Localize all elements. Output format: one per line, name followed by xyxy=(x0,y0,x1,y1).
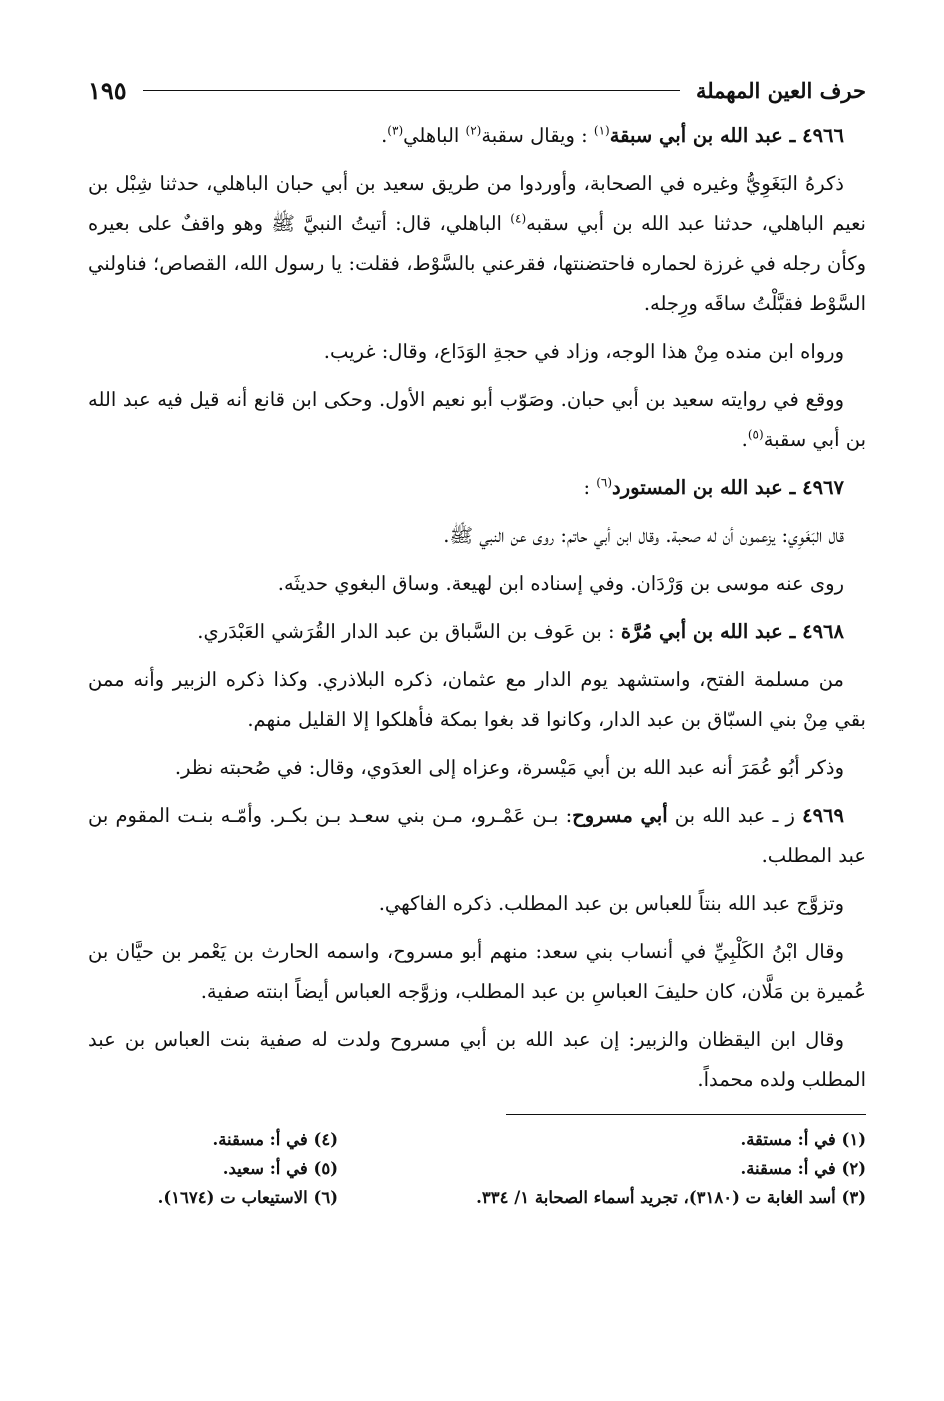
footnote-ref: (٢) xyxy=(465,123,482,138)
footnote-ref: (٦) xyxy=(596,475,613,490)
entry-4969 xyxy=(88,796,866,876)
entry-text: : ويقال سقبة xyxy=(481,124,594,147)
page-number: ١٩٥ xyxy=(88,75,127,105)
entry-name: عبد الله بن أبي سبقة xyxy=(609,124,783,147)
entry-text: : بن عَوف بن السَّباق بن عبد الدار القُرَشي العَبْدَري. xyxy=(197,620,621,643)
paragraph: قال البَغَوِي: يزعمون أن له صحبة. وقال ابن أبي حاتم: روى عن النبي ﷺ. xyxy=(443,524,844,547)
entry-number: ٤٩٦٨ xyxy=(802,620,844,643)
paragraph: من مسلمة الفتح، واستشهد يوم الدار مع عثمان، ذكره البلاذري. وكذا ذكره الزبير وأنه ممن بقي مِنْ بني السبّاق بن عبد الدار، وكانوا قد بغوا بمكة فأهلكوا إلا القليل منهم. xyxy=(88,668,866,731)
paragraph: وقال ابْنُ الكَلْبِيِّ في أنساب بني سعد: منهم أبو مسروح، واسمه الحارث بن يَعْمر بن حيَّان بن عُميرة بن مَلَّان، كان حليفَ العباسِ بن عبد المطلب، وزوَّجه العباس أيضاً ابنته صفية. xyxy=(88,940,866,1003)
entry-4968: ٤٩٦٨ ـ عبد الله بن أبي مُرَّة : بن عَوف بن السَّباق بن عبد الدار القُرَشي العَبْدَري. xyxy=(197,620,844,643)
paragraph: روى عنه موسى بن وَرْدَان. وفي إسناده ابن لهيعة. وساق البغوي حديثَه. xyxy=(277,572,844,595)
entry-number: ٤٩٦٩ xyxy=(802,804,844,827)
paragraph: وقال ابن اليقظان والزبير: إن عبد الله بن أبي مسروح ولدت له صفية بنت العباس بن عبد المطلب ولده محمداً. xyxy=(88,1028,866,1091)
entry-text: : بـن عَمْـرو، مـن بني سعـد بـن بكـر. وأمّـه بنـت المقوم بن عبد المطلب. xyxy=(88,804,866,867)
paragraph-text: الباهلي، قال: أتيتُ النبيَّ ﷺ وهو واقفٌ على بعيره وكأن رجله في غرزة لحماره فاحتضنتها، فقرعني بالسَّوْط، فقلت: يا رسول الله، القصاص؛ فناولني السَّوْط فقبَّلْتُ ساقَه ورِجله. xyxy=(88,212,866,315)
entry-name: عبد الله بن أبي مُرَّة xyxy=(620,620,783,643)
entry-4967: ٤٩٦٧ ـ عبد الله بن المستورد$^{(٦)}$ : xyxy=(583,475,844,499)
entry-4966: ٤٩٦٦ ـ عبد الله بن أبي سبقة$^{(١)}$ : ويقال سقبة$^{(٢)}$ الباهلي$^{(٣)}$. xyxy=(381,123,844,147)
footnote-ref: (١) xyxy=(593,123,610,138)
page-body xyxy=(88,116,866,1212)
entry-number: ٤٩٦٦ xyxy=(802,124,844,147)
paragraph: وذكر أبُو عُمَرَ أنه عبد الله بن أبي مَيْسرة، وعزاه إلى العدَوي، وقال: في صُحبته نظر. xyxy=(174,756,844,779)
paragraph-text: . xyxy=(741,428,748,451)
paragraph: ورواه ابن منده مِنْ هذا الوجه، وزاد في حجةِ الوَدَاع، وقال: غريب. xyxy=(323,340,844,363)
footnote: (٤) في أ: مسقنة. xyxy=(212,1130,338,1149)
paragraph xyxy=(88,380,866,460)
entry-text: الباهلي xyxy=(403,124,466,147)
paragraph xyxy=(88,164,866,324)
entry-name: عبد الله بن المستورد xyxy=(612,476,783,499)
entry-text: : xyxy=(583,476,597,499)
entry-number: ٤٩٦٧ xyxy=(802,476,844,499)
footnote: (٣) أسد الغابة ت (٣١٨٠)، تجريد أسماء الصحابة ١/ ٣٣٤. xyxy=(476,1188,866,1207)
footnotes-column-left xyxy=(88,1125,338,1212)
footnote-ref: (٤) xyxy=(510,211,527,226)
chapter-title: حرف العين المهملة xyxy=(695,77,866,103)
footnotes-column-right xyxy=(396,1125,866,1212)
paragraph-text: ذكرهُ البَغَوِيُّ وغيره في الصحابة، وأوردوا من طريق سعيد بن أبي حبان الباهلي، حدثنا شِبْل بن نعيم الباهلي، حدثنا عبد الله بن أبي سقبه xyxy=(88,172,866,235)
footnote: (٥) في أ: سعيد. xyxy=(222,1159,338,1178)
paragraph: وتزوَّج عبد الله بنتاً للعباس بن عبد المطلب. ذكره الفاكهي. xyxy=(378,892,844,915)
footnote: (٢) في أ: مسقنة. xyxy=(740,1159,866,1178)
footnote-ref: (٣) xyxy=(387,123,404,138)
footnotes xyxy=(88,1125,866,1212)
entry-text: . xyxy=(381,124,388,147)
entry-name: أبي مسروح xyxy=(572,804,668,827)
entry-prefix: ز ـ عبد الله بن xyxy=(667,804,795,827)
page-header xyxy=(88,70,866,110)
header-rule xyxy=(143,90,680,91)
footnote: (١) في أ: مستقة. xyxy=(740,1130,866,1149)
footnote: (٦) الاستيعاب ت (١٦٧٤). xyxy=(157,1188,338,1207)
footnote-divider xyxy=(506,1114,866,1115)
footnote-ref: (٥) xyxy=(747,427,764,442)
paragraph-text: ووقع في روايته سعيد بن أبي حبان. وصَوّب أبو نعيم الأول. وحكى ابن قانع أنه قيل فيه عبد الله بن أبي سقبة xyxy=(88,388,866,451)
